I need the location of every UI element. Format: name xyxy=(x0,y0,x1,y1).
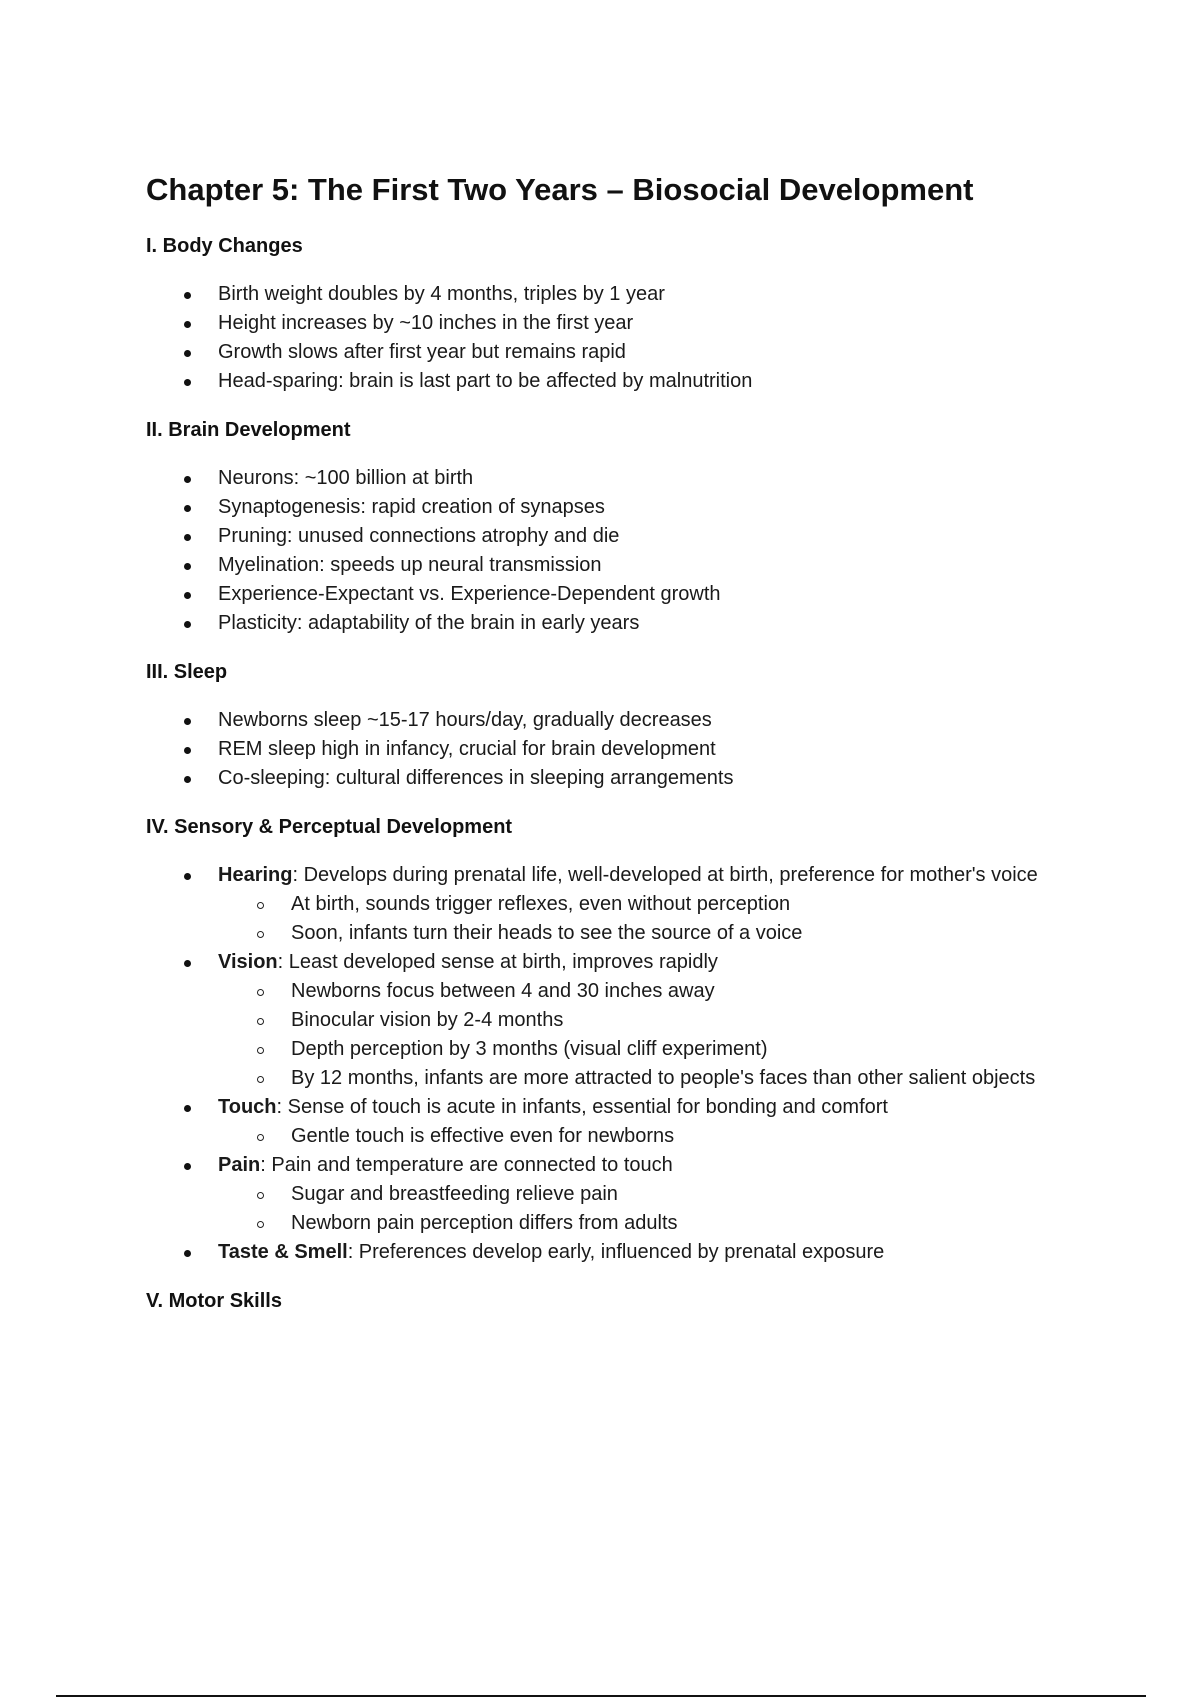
section-heading-sleep: III. Sleep xyxy=(146,661,228,683)
sub-list-item: Sugar and breastfeeding relieve pain xyxy=(146,1180,1086,1209)
list-item: Synaptogenesis: rapid creation of synapses xyxy=(146,493,1086,522)
bullet-icon xyxy=(184,592,191,599)
bullet-icon xyxy=(184,505,191,512)
hollow-bullet-icon xyxy=(257,902,264,909)
sub-list-item: By 12 months, infants are more attracted to people's faces than other salient objects xyxy=(146,1064,1086,1093)
list-item: Head-sparing: brain is last part to be affected by malnutrition xyxy=(146,367,1086,396)
bullet-icon xyxy=(184,534,191,541)
bullet-icon xyxy=(184,1163,191,1170)
list-item-hearing: Hearing: Develops during prenatal life, well-developed at birth, preference for mother's voice xyxy=(146,861,1086,890)
bullet-icon xyxy=(184,476,191,483)
section-heading-body-changes: I. Body Changes xyxy=(146,235,303,257)
sub-list-item: Newborn pain perception differs from adults xyxy=(146,1209,1086,1238)
hollow-bullet-icon xyxy=(257,1018,264,1025)
bullet-icon xyxy=(184,350,191,357)
bullet-icon xyxy=(184,873,191,880)
bullet-icon xyxy=(184,1250,191,1257)
bullet-icon xyxy=(184,960,191,967)
footer-divider xyxy=(56,1695,1146,1697)
hollow-bullet-icon xyxy=(257,1134,264,1141)
list-item: Plasticity: adaptability of the brain in early years xyxy=(146,609,1086,638)
list-item: Birth weight doubles by 4 months, triples by 1 year xyxy=(146,280,1086,309)
list-item: Growth slows after first year but remains rapid xyxy=(146,338,1086,367)
sub-list-item: Binocular vision by 2-4 months xyxy=(146,1006,1086,1035)
list-item: Newborns sleep ~15-17 hours/day, gradually decreases xyxy=(146,706,1086,735)
brain-development-list xyxy=(146,464,1086,638)
section-heading-sensory-perceptual: IV. Sensory & Perceptual Development xyxy=(146,816,513,838)
hollow-bullet-icon xyxy=(257,1076,264,1083)
page-title: Chapter 5: The First Two Years – Biosocial Development xyxy=(146,172,974,207)
sleep-list xyxy=(146,706,1086,793)
list-item-pain: Pain: Pain and temperature are connected to touch xyxy=(146,1151,1086,1180)
hollow-bullet-icon xyxy=(257,989,264,996)
sub-list-item: At birth, sounds trigger reflexes, even without perception xyxy=(146,890,1086,919)
sensory-list xyxy=(146,861,1086,1267)
hollow-bullet-icon xyxy=(257,1221,264,1228)
body-changes-list xyxy=(146,280,1086,396)
sub-list-item: Depth perception by 3 months (visual cliff experiment) xyxy=(146,1035,1086,1064)
bullet-icon xyxy=(184,379,191,386)
bullet-icon xyxy=(184,563,191,570)
list-item: Height increases by ~10 inches in the first year xyxy=(146,309,1086,338)
section-heading-brain-development: II. Brain Development xyxy=(146,419,351,441)
list-item: Myelination: speeds up neural transmission xyxy=(146,551,1086,580)
sub-list-item: Soon, infants turn their heads to see the source of a voice xyxy=(146,919,1086,948)
bullet-icon xyxy=(184,621,191,628)
list-item-taste-smell: Taste & Smell: Preferences develop early, influenced by prenatal exposure xyxy=(146,1238,1086,1267)
sub-list-item: Gentle touch is effective even for newborns xyxy=(146,1122,1086,1151)
bullet-icon xyxy=(184,747,191,754)
bullet-icon xyxy=(184,1105,191,1112)
hollow-bullet-icon xyxy=(257,931,264,938)
bullet-icon xyxy=(184,292,191,299)
list-item: REM sleep high in infancy, crucial for brain development xyxy=(146,735,1086,764)
bullet-icon xyxy=(184,718,191,725)
document-page xyxy=(146,168,1086,1315)
hollow-bullet-icon xyxy=(257,1192,264,1199)
bullet-icon xyxy=(184,321,191,328)
sub-list-item: Newborns focus between 4 and 30 inches away xyxy=(146,977,1086,1006)
section-heading-motor-skills: V. Motor Skills xyxy=(146,1290,282,1312)
list-item: Pruning: unused connections atrophy and die xyxy=(146,522,1086,551)
list-item-vision: Vision: Least developed sense at birth, improves rapidly xyxy=(146,948,1086,977)
list-item: Experience-Expectant vs. Experience-Dependent growth xyxy=(146,580,1086,609)
hollow-bullet-icon xyxy=(257,1047,264,1054)
list-item: Co-sleeping: cultural differences in sleeping arrangements xyxy=(146,764,1086,793)
list-item: Neurons: ~100 billion at birth xyxy=(146,464,1086,493)
list-item-touch: Touch: Sense of touch is acute in infants, essential for bonding and comfort xyxy=(146,1093,1086,1122)
bullet-icon xyxy=(184,776,191,783)
